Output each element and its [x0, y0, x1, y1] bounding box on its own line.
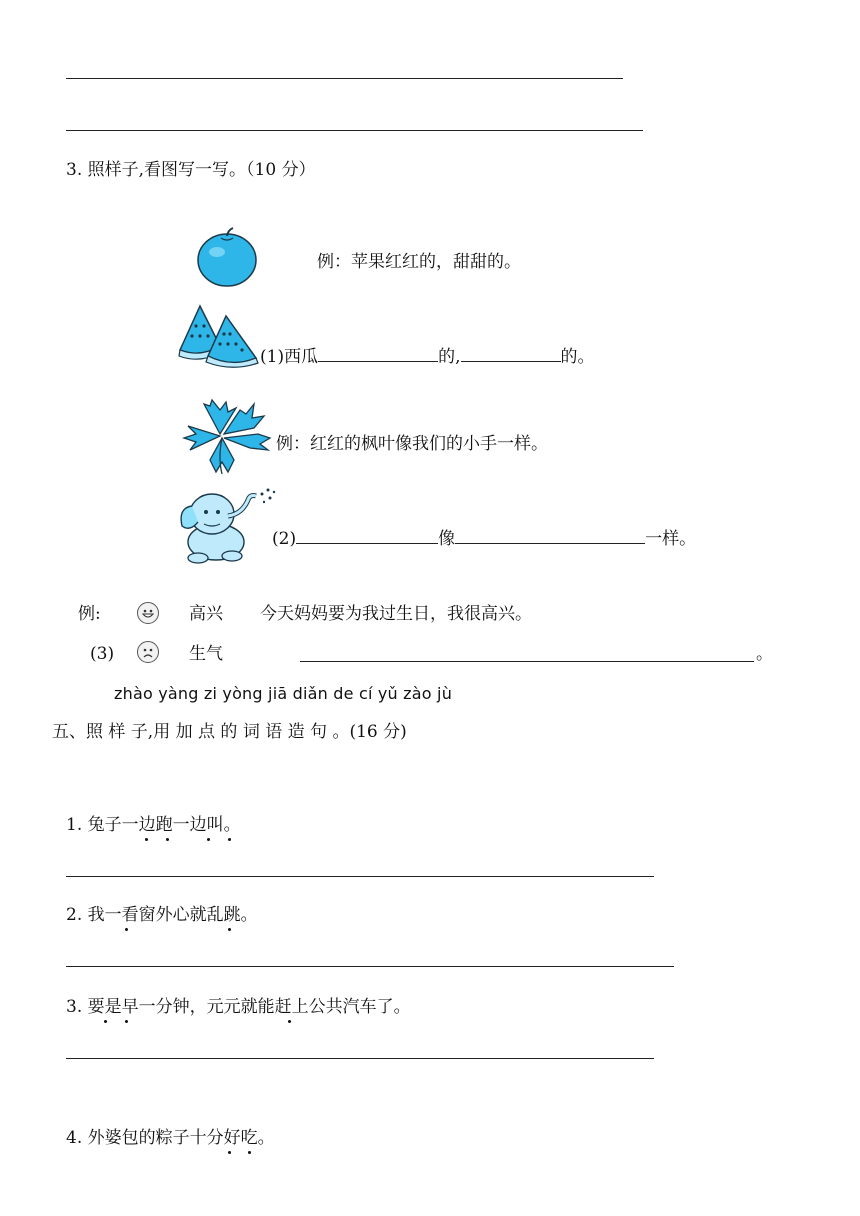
emphasis-dot [125, 1020, 128, 1023]
emphasis-dot [228, 928, 231, 931]
answer-line [66, 130, 643, 131]
answer-blank[interactable] [455, 525, 645, 544]
example-sentence-2: 例：红红的枫叶像我们的小手一样。 [276, 434, 548, 454]
emphasis-dot [288, 1020, 291, 1023]
sentence-item-2: 2. 我一看窗外心就乱跳。 [66, 905, 258, 925]
answer-line[interactable] [66, 1058, 654, 1059]
section-title: 五、照 样 子,用 加 点 的 词 语 造 句 。(16 分) [52, 722, 407, 742]
apple-icon [195, 226, 259, 288]
watermelon-icon [176, 302, 260, 368]
example3-label: 例: [78, 604, 101, 624]
item1-mid: 的, [438, 347, 461, 367]
item3-label: (3) [90, 644, 115, 664]
fill-item-2 [272, 525, 696, 550]
angry-face-icon [137, 641, 159, 663]
example3-sentence: 今天妈妈要为我过生日，我很高兴。 [260, 604, 532, 624]
section-pinyin: zhào yàng zi yòng jiā diǎn de cí yǔ zào jù [114, 684, 453, 703]
answer-blank[interactable] [300, 661, 754, 662]
item2-end: 一样。 [645, 529, 697, 549]
answer-blank[interactable] [318, 343, 438, 362]
item3-end: 。 [756, 644, 773, 664]
emphasis-dot [145, 838, 148, 841]
item3-emotion: 生气 [189, 644, 223, 664]
example3-emotion: 高兴 [189, 604, 223, 624]
emphasis-dot [104, 1020, 107, 1023]
question-title: 3. 照样子,看图写一写。（10 分） [66, 160, 316, 180]
sentence-item-1: 1. 兔子一边跑一边叫。 [66, 815, 241, 835]
item1-end: 的。 [560, 347, 595, 367]
example-sentence-1: 例：苹果红红的，甜甜的。 [317, 252, 521, 272]
emphasis-dot [228, 838, 231, 841]
item2-mid: 像 [438, 529, 456, 549]
maple-leaf-icon [180, 398, 272, 476]
fill-item-1 [260, 343, 595, 368]
answer-blank[interactable] [296, 525, 438, 544]
elephant-icon [176, 486, 280, 566]
answer-line[interactable] [66, 966, 674, 967]
sentence-item-4: 4. 外婆包的粽子十分好吃。 [66, 1128, 275, 1148]
sentence-item-3: 3. 要是早一分钟，元元就能赶上公共汽车了。 [66, 997, 411, 1017]
happy-face-icon [137, 602, 159, 624]
emphasis-dot [125, 928, 128, 931]
answer-blank[interactable] [461, 343, 561, 362]
emphasis-dot [248, 1151, 251, 1154]
emphasis-dot [228, 1151, 231, 1154]
answer-line [66, 78, 623, 79]
emphasis-dot [166, 838, 169, 841]
emphasis-dot [207, 838, 210, 841]
answer-line[interactable] [66, 876, 654, 877]
item2-prefix: (2) [272, 529, 297, 549]
item1-prefix: (1)西瓜 [260, 347, 319, 367]
